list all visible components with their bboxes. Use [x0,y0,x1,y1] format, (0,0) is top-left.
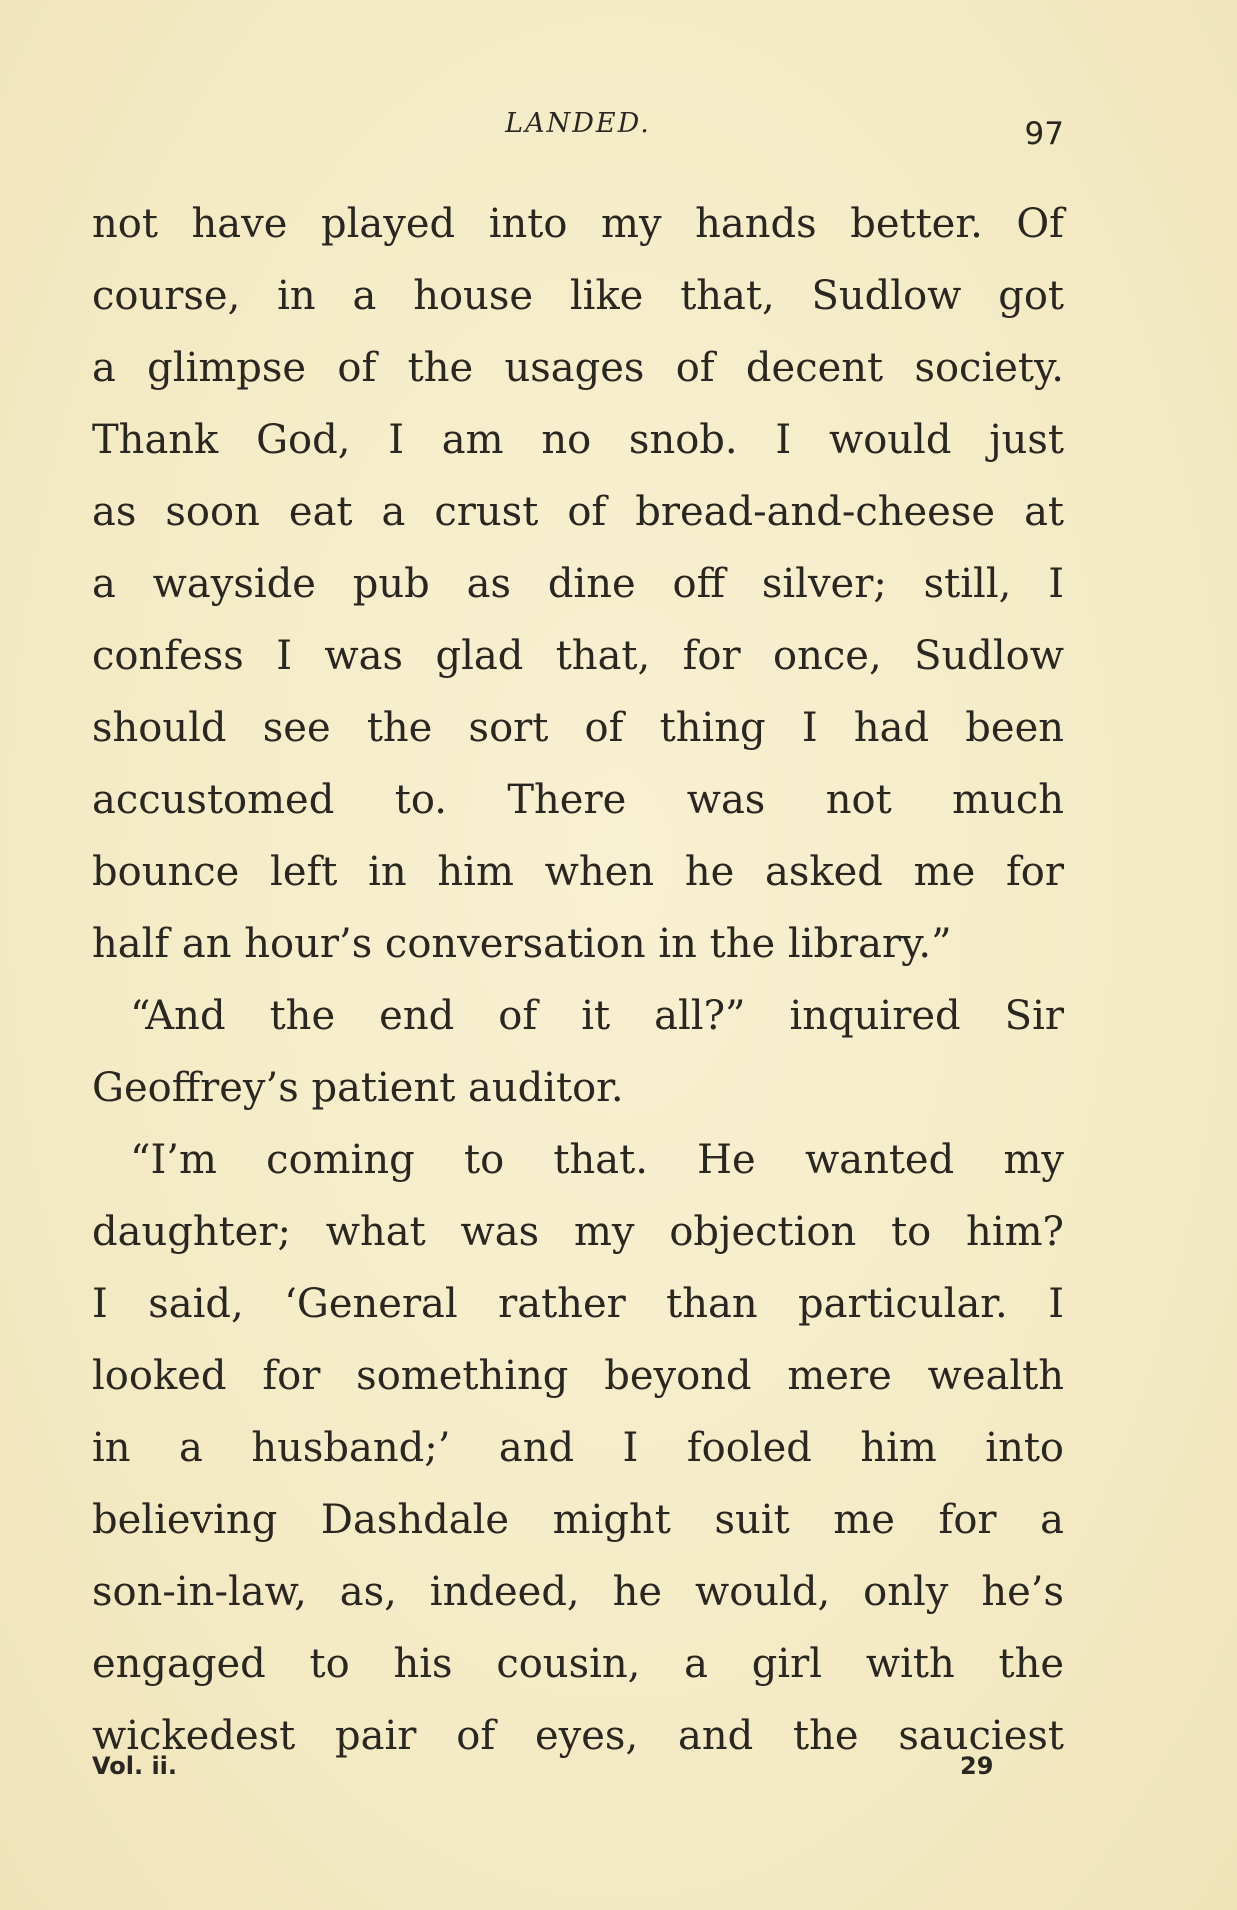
text-line: “And the end of it all?” inquired Sir [130,993,1064,1039]
text-line: as soon eat a crust of bread-and-cheese at [92,489,1064,535]
text-line: accustomed to. There was not much [92,777,1064,823]
text-line: should see the sort of thing I had been [92,705,1064,751]
text-line: Thank God, I am no snob. I would just [92,417,1064,463]
page-number: 97 [1024,116,1064,152]
text-line: not have played into my hands better. Of [92,201,1064,247]
text-line: bounce left in him when he asked me for [92,849,1064,895]
text-line: “I’m coming to that. He wanted my [130,1137,1064,1183]
text-line: engaged to his cousin, a girl with the [92,1641,1064,1687]
text-line: I said, ‘General rather than particular. I [92,1281,1064,1327]
text-line: wickedest pair of eyes, and the sauciest [92,1713,1064,1759]
text-line: a glimpse of the usages of decent society. [92,345,1064,391]
text-line: believing Dashdale might suit me for a [92,1497,1064,1543]
page-footer [92,1752,1064,1792]
text-line: course, in a house like that, Sudlow got [92,273,1064,319]
text-line: half an hour’s conversation in the library.” [92,921,952,967]
text-line: confess I was glad that, for once, Sudlow [92,633,1064,679]
text-line: in a husband;’ and I fooled him into [92,1425,1064,1471]
body-text [92,188,1064,1772]
text-line: daughter; what was my objection to him? [92,1209,1064,1255]
running-head: LANDED. [505,108,651,139]
text-line: Geoffrey’s patient auditor. [92,1065,624,1111]
text-line: a wayside pub as dine off silver; still, I [92,561,1064,607]
text-line: son-in-law, as, indeed, he would, only he’s [92,1569,1064,1615]
page-header [92,108,1064,158]
volume-label: Vol. ii. [92,1752,178,1780]
text-line: looked for something beyond mere wealth [92,1353,1064,1399]
signature-mark: 29 [960,1752,994,1780]
